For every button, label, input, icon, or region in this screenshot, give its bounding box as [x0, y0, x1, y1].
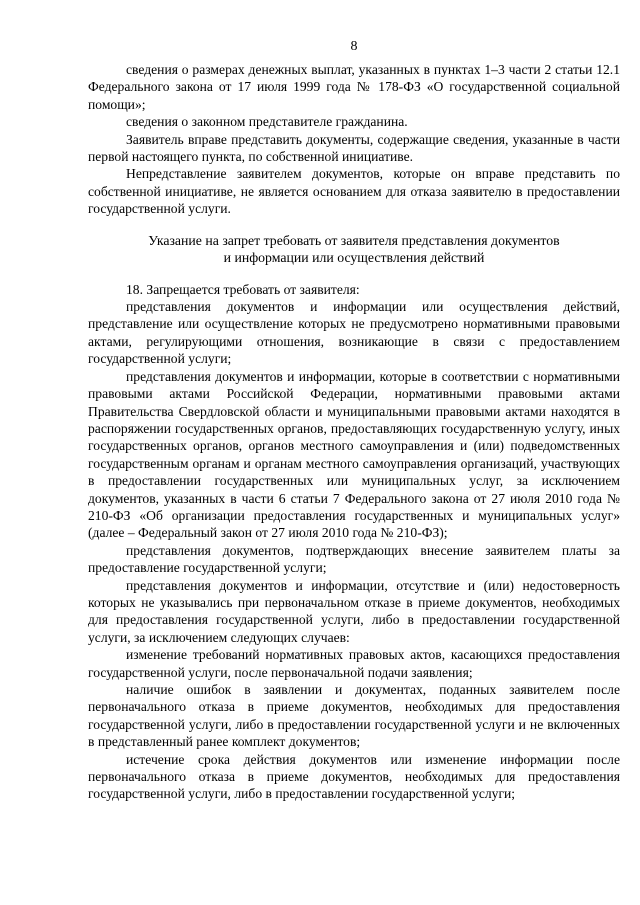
paragraph: представления документов, подтверждающих внесение заявителем платы за предоставление государственной услуги; — [88, 542, 620, 576]
section-heading — [88, 232, 620, 267]
section-heading-line: и информации или осуществления действий — [223, 250, 485, 266]
section-heading-line: Указание на запрет требовать от заявителя представления документов — [148, 232, 560, 248]
paragraph: истечение срока действия документов или изменение информации после первоначального отказа в приеме документов, необходимых для предоставления государственной услуги, либо в предоставлении государственной услуги; — [88, 751, 620, 802]
page-number: 8 — [350, 39, 358, 54]
paragraph: 18. Запрещается требовать от заявителя: — [126, 281, 360, 297]
paragraph: наличие ошибок в заявлении и документах, поданных заявителем после первоначального отказа в приеме документов, необходимых для предоставления государственной услуги, либо в предоставлении государственной услуги и не включенных в представленный ранее комплект документов; — [88, 682, 620, 750]
paragraph: сведения о размерах денежных выплат, указанных в пунктах 1–3 части 2 статьи 12.1 Федерального закона от 17 июля 1999 года № 178-ФЗ «О государственной социальной помощи»; — [88, 62, 620, 112]
paragraph: изменение требований нормативных правовых актов, касающихся предоставления государственной услуги, после первоначальной подачи заявления; — [88, 647, 620, 680]
paragraph: Заявитель вправе представить документы, содержащие сведения, указанные в части первой настоящего пункта, по собственной инициативе. — [88, 131, 620, 165]
paragraph: сведения о законном представителе гражданина. — [126, 114, 408, 130]
paragraph: представления документов и информации, отсутствие и (или) недостоверность которых не указывались при первоначальном отказе в приеме документов, необходимых для предоставления государственной услуги, либо в предоставлении государственной услуги, за исключением следующих случаев: — [88, 577, 620, 645]
paragraph: Непредставление заявителем документов, которые он вправе представить по собственной инициативе, не является основанием для отказа заявителю в предоставлении государственной услуги. — [88, 166, 620, 217]
paragraph: представления документов и информации или осуществления действий, представление или осуществление которых не предусмотрено нормативными правовыми актами, регулирующими отношения, возникающие в связи с предоставлением государственной услуги; — [88, 299, 620, 367]
paragraph: представления документов и информации, которые в соответствии с нормативными правовыми актами Российской Федерации, нормативными правовыми актами Правительства Свердловской области и муниципальными правовыми актами находятся в распоряжении государственных органов, предоставляющих государственную услугу, иных государственных органов, органов местного самоуправления и (или) подведомственных государственным органам и органам местного самоуправления организаций, участвующих в предоставлении государственных или муниципальных услуг, за исключением документов, указанных в части 6 статьи 7 Федерального закона от 27 июля 2010 года № 210-ФЗ «Об организации предоставления государственных и муниципальных услуг» (далее – Федеральный закон от 27 июля 2010 года № 210-ФЗ); — [88, 368, 620, 541]
